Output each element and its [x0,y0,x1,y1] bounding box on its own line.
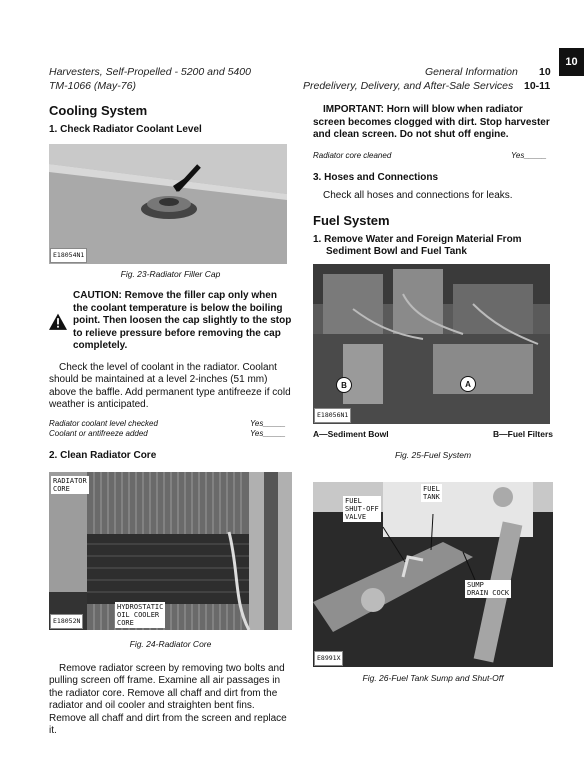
step1-heading: 1. Check Radiator Coolant Level [49,124,202,135]
marker-b: B [336,377,352,393]
fuel-tank-label: FUEL TANK [423,485,440,501]
check-label: Radiator core cleaned [313,150,392,160]
caution-block [49,290,292,353]
radiator-core-photo [49,472,292,630]
checklist-core-cleaned [313,151,553,161]
legend-sediment-bowl: A—Sediment Bowl [313,429,389,439]
page-number: 10-11 [524,80,551,92]
radiator-core-label: RADIATOR CORE [53,476,87,493]
right-column [313,104,553,685]
step2-heading: 2. Clean Radiator Core [49,449,157,461]
check-label: Radiator coolant level checked [49,418,158,428]
manual-number: TM-1066 (May-76) [49,80,136,92]
checklist-coolant-level [49,419,292,429]
check-yes: Yes_____ [250,428,286,438]
section-name: General Information [425,66,518,78]
fig23-caption: Fig. 23-Radiator Filler Cap [120,269,221,279]
clean-instructions: Remove radiator screen by removing two bolts and pulling screen off frame. Examine all air passages in the radiator core. Remove all chaff and dirt from the radiator and oil cooler and straighten bent fins. Remove all chaff and dirt from the screen and replace it. [49,662,287,736]
check-label: Coolant or antifreeze added [49,428,148,438]
chapter-tab: 10 [559,48,584,76]
coolant-instructions: Check the level of coolant in the radiator. Coolant should be maintained at a level 2-inches (51 mm) above the baffle. Add permanent type antifreeze if cold weather is anticipated. [49,361,291,410]
figure-id: E18056N1 [314,408,351,423]
fig25-legend [313,428,553,441]
fig26-caption: Fig. 26-Fuel Tank Sump and Shut-Off [362,673,504,683]
important-note: IMPORTANT: Horn will blow when radiator screen becomes clogged with dirt. Stop harvester and clean screen. Do not shut off engine. [313,104,550,140]
fuel-tank-photo [313,482,553,667]
fuel-system-heading: Fuel System [313,213,390,228]
figure-id: E18052N [50,614,83,629]
shutoff-valve-label: FUEL SHUT-OFF VALVE [345,497,379,521]
section-number: 10 [539,66,551,78]
checklist-antifreeze [49,429,292,439]
warning-icon [49,291,67,353]
fuel-system-photo [313,264,550,424]
check-yes: Yes_____ [250,418,286,428]
radiator-filler-cap-photo [49,144,287,264]
manual-title: Harvesters, Self-Propelled - 5200 and 5400 [49,66,251,78]
legend-fuel-filters: B—Fuel Filters [493,429,553,439]
figure-id: E18054N1 [50,248,87,263]
fig24-caption: Fig. 24-Radiator Core [129,638,212,649]
cooling-system-heading: Cooling System [49,103,148,118]
group-name: Predelivery, Delivery, and After-Sale Services [303,80,514,92]
figure-id: E8991X [314,651,343,666]
sump-drain-cock-label: SUMP DRAIN COCK [467,581,510,597]
left-column [49,104,292,738]
oil-cooler-label: HYDROSTATIC OIL COOLER CORE [117,602,164,627]
fuel-step1-heading: 1. Remove Water and Foreign Material From Sediment Bowl and Fuel Tank [313,234,522,257]
step3-heading: 3. Hoses and Connections [313,171,439,183]
check-yes: Yes_____ [511,150,547,160]
hoses-instructions: Check all hoses and connections for leaks. [323,189,513,201]
caution-text: CAUTION: Remove the filler cap only when the coolant temperature is below the boiling point. Then loosen the cap slightly to the stop to relieve pressure before removing the cap completely. [73,290,292,351]
fig25-caption: Fig. 25-Fuel System [394,450,472,460]
marker-a: A [460,376,476,392]
